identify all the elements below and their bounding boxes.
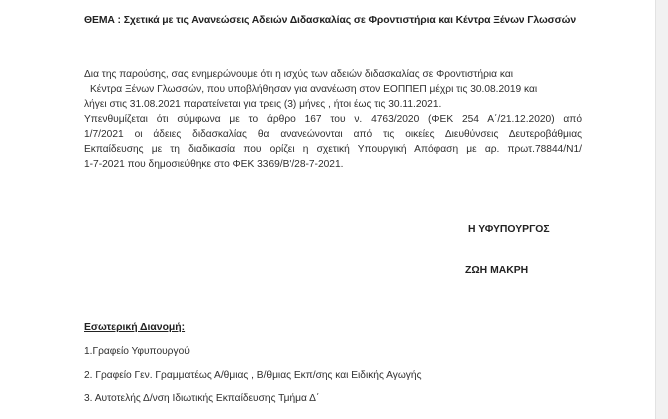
distribution-heading: Εσωτερική Διανομή: (84, 322, 186, 333)
paragraph-2-line-2: 1/7/2021 οι άδειες διδασκαλίας θα ανανεώνονται από τις οικείες Διευθύνσεις Δευτεροβάθμιας (84, 129, 582, 140)
signature-title: Η ΥΦΥΠΟΥΡΓΟΣ (468, 224, 550, 235)
distribution-item: 2. Γραφείο Γεν. Γραμματέως Α/θμιας , Β/θμιας Εκπ/σης και Ειδικής Αγωγής (84, 370, 422, 381)
paragraph-1-line-2: Κέντρα Ξένων Γλωσσών, που υποβλήθησαν για ανανέωση στον ΕΟΠΠΕΠ μέχρι τις 30.08.2019 και (90, 84, 538, 95)
signature-name: ΖΩΗ ΜΑΚΡΗ (465, 265, 529, 276)
paragraph-1-line-1: Δια της παρούσης, σας ενημερώνουμε ότι η ισχύς των αδειών διδασκαλίας σε Φροντιστήρια και (84, 69, 513, 80)
paragraph-2-line-3: Εκπαίδευσης με τη διαδικασία που ορίζει η σχετική Υπουργική Απόφαση με αρ. πρωτ.78844/Ν1/ (84, 144, 582, 155)
paragraph-2-line-1: Υπενθυμίζεται ότι σύμφωνα με το άρθρο 167 του ν. 4763/2020 (ΦΕΚ 254 Α΄/21.12.2020) από (84, 114, 582, 125)
page-edge-strip (655, 0, 668, 419)
document-subject: ΘΕΜΑ : Σχετικά με τις Ανανεώσεις Αδειών Διδασκαλίας σε Φροντιστήρια και Κέντρα Ξένων Γλωσσών (84, 15, 576, 26)
paragraph-1-line-3: λήγει στις 31.08.2021 παρατείνεται για τρεις (3) μήνες , ήτοι έως τις 30.11.2021. (84, 99, 442, 110)
distribution-item: 1.Γραφείο Υφυπουργού (84, 346, 190, 357)
paragraph-2-line-4: 1-7-2021 που δημοσιεύθηκε στο ΦΕΚ 3369/Β'/28-7-2021. (84, 159, 344, 170)
distribution-item: 3. Αυτοτελής Δ/νση Ιδιωτικής Εκπαίδευσης Τμήμα Δ΄ (84, 393, 320, 404)
